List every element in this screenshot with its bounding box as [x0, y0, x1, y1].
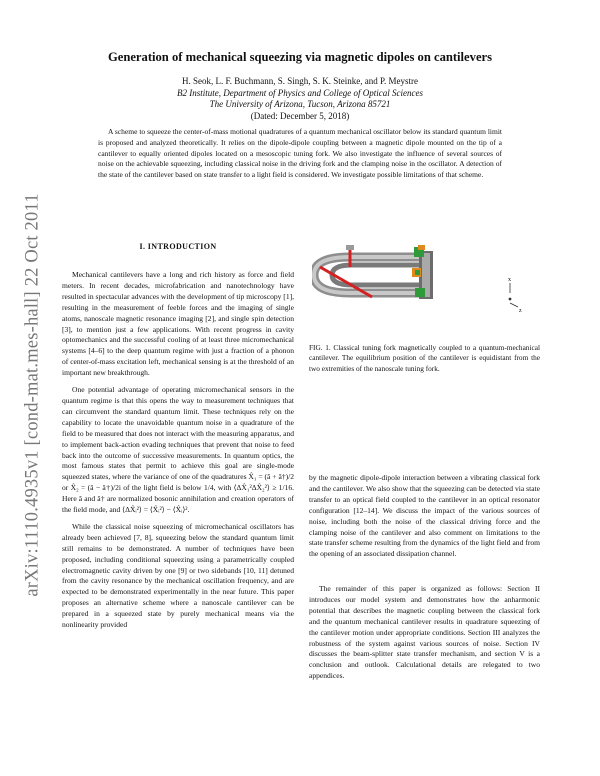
figure-1-tuning-fork [312, 245, 538, 325]
left-column [62, 270, 294, 637]
axis-label-z: z [519, 308, 522, 314]
magnet-cube-bottom [415, 288, 425, 297]
affiliation-line-2: The University of Arizona, Tucson, Arizona 85721 [209, 99, 391, 109]
z-axis-arrow [510, 303, 518, 307]
axis-label-x: x [508, 277, 511, 283]
intro-paragraph-3: While the classical noise squeezing of micromechanical oscillators has already been achieved [7, 8], squeezing below the standard quantum limit still remains to be demonstrated. A number of techniques have been proposed, including conditional squeezing using a parametrically coupled electromagnetic cavity driven by one [9] or two sidebands [10, 11] detuned from the cavity resonance by the mechanical oscillation frequency, and are expected to be demonstrated experimentally in the near future. This paper proposes an alternative scheme where a nanoscale cantilever can be prepared in a squeezed state by purely mechanical means via the nonlinearity provided [62, 521, 294, 630]
arxiv-identifier: arXiv:1110.4935v1 [cond-mat.mes-hall] 22 Oct 2011 [22, 193, 43, 597]
right-column-paragraph-1: by the magnetic dipole-dipole interaction between a vibrating classical fork and the cantilever. We also show that the squeezing can be detected via state transfer to an optical field coupled to the cantilever in an optical resonator configuration [12–14]. We discuss the impact of the various sources of noise, including both the noise of the classical driving force and the clamping noise of the cantilever and also comment on limitations to the state transfer scheme resulting from the dynamics of the light field and from the opening of an associated dissipation channel. [309, 473, 540, 559]
figure-caption: FIG. 1. Classical tuning fork magnetically coupled to a quantum-mechanical cantilever. The equilibrium position of the cantilever is equidistant from the two extremities of the nanoscale tuning fork. [309, 343, 540, 373]
author-block [60, 76, 540, 122]
affiliation-line-1: B2 Institute, Department of Physics and College of Optical Sciences [177, 87, 423, 98]
section-heading: I. INTRODUCTION [139, 242, 217, 251]
author-list: H. Seok, L. F. Buchmann, S. Singh, S. K. Steinke, and P. Meystre [181, 76, 419, 86]
intro-paragraph-1: Mechanical cantilevers have a long and rich history as force and field meters. In recent decades, microfabrication and nanotechnology have resulted in spectacular advances with the development of tip microscopy [1], resulting in the measurement of feeble forces and the imaging of single atoms, nanoscale magnetic resonance imaging [2], and single spin detection [3], to mention just a few applications. With recent progress in cavity optomechanics and the successful cooling of at least three micromechanical systems [4–6] to the deep quantum regime with just a fraction of a phonon of center-of-mass excitation left, mechanical sensing is at the threshold of an important new breakthrough. [62, 270, 294, 378]
axis-origin [509, 298, 512, 301]
paper-title: Generation of mechanical squeezing via magnetic dipoles on cantilevers [107, 50, 493, 64]
right-column-paragraph-2 [309, 584, 540, 688]
arxiv-sidebar-stamp [18, 185, 48, 605]
abstract: A scheme to squeeze the center-of-mass motional quadratures of a quantum mechanical oscillator below its standard quantum limit is proposed and analyzed theoretically. It relies on the dipole-dipole coupling between a magnetic dipole mounted on the tip of a cantilever to equally oriented dipoles located on a mesoscopic tuning fork. We also investigate the influence of several sources of noise on the achievable squeezing, including classical noise in the driving fork and the clamping noise in the oscillator. A detection of the state of the cantilever based on state transfer to a light field is considered. We investigate possible limitations of that scheme. [98, 127, 502, 180]
intro-paragraph-2: One potential advantage of operating micromechanical sensors in the quantum regime is that this opens the way to measurement techniques that can circumvent the standard quantum limit. These techniques rely on the capability to locate the unavoidable quantum noise in a quadrature of the field to be measured that does not interact with the measuring apparatus, and to implement back-action evading techniques that prevent that noise to feed back into the outcome of successive measurements. In quantum optics, the most famous states that permit to achieve this goal are single-mode squeezed states, where the variance of one of the quadratures X̂₁ = (â + â†)/2 or X̂₂ = (â − â†)/2i of the light field is below 1/4, with ⟨ΔX̂₁²ΔX̂₂²⟩ ≥ 1/16. Here â and â† are normalized bosonic annihilation and creation operators of the field mode, and ⟨ΔX̂ᵢ²⟩ = ⟨X̂ᵢ²⟩ − ⟨X̂ᵢ⟩². [62, 385, 294, 515]
dated-line: (Dated: December 5, 2018) [250, 110, 350, 121]
outline-paragraph: The remainder of this paper is organized as follows: Section II introduces our model system and demonstrates how the anharmonic potential that describes the magnetic coupling between the classical fork and the quantum mechanical cantilever results in quadrature squeezing of the cantilever motion under appropriate conditions. Section III analyzes the robustness of the system against various sources of noise. Section IV discusses the beam-splitter state transfer mechanism, and section V is a conclusion and outlook. Calculational details are relegated to two appendices. [309, 584, 540, 681]
